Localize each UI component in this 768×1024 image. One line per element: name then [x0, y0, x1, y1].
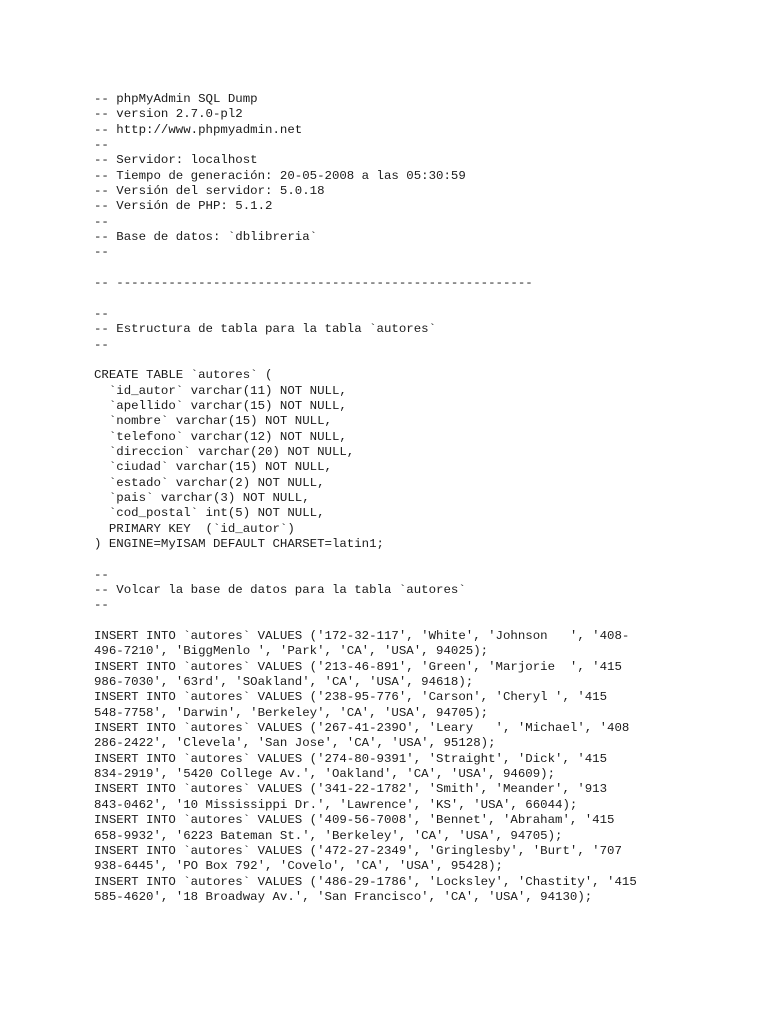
sql-line: INSERT INTO `autores` VALUES ('472-27-2349', 'Gringlesby', 'Burt', '707: [94, 843, 622, 858]
sql-line: -- Versión del servidor: 5.0.18: [94, 184, 325, 199]
sql-line: `id_autor` varchar(11) NOT NULL,: [94, 383, 347, 398]
sql-line: [94, 614, 754, 629]
sql-line: -- phpMyAdmin SQL Dump: [94, 92, 258, 106]
sql-line: -- version 2.7.0-pl2: [94, 107, 243, 122]
sql-line: [94, 261, 754, 276]
sql-line: -- http://www.phpmyadmin.net: [94, 122, 303, 137]
sql-line: --: [94, 567, 109, 582]
sql-line: -- Volcar la base de datos para la tabla `autores`: [94, 583, 466, 597]
sql-line: `pais` varchar(3) NOT NULL,: [94, 490, 310, 505]
sql-line: `ciudad` varchar(15) NOT NULL,: [94, 460, 332, 475]
sql-line: --: [94, 598, 109, 613]
sql-line: 658-9932', '6223 Bateman St.', 'Berkeley', 'CA', 'USA', 94705);: [94, 828, 563, 843]
sql-line: -- Estructura de tabla para la tabla `autores`: [94, 322, 437, 337]
sql-line: 496-7210', 'BiggMenlo ', 'Park', 'CA', 'USA', 94025);: [94, 644, 489, 659]
sql-line: -- Servidor: localhost: [94, 153, 258, 168]
sql-line: --: [94, 337, 109, 352]
sql-line: PRIMARY KEY (`id_autor`): [94, 521, 295, 536]
sql-line: `estado` varchar(2) NOT NULL,: [94, 475, 325, 490]
sql-line: -- Versión de PHP: 5.1.2: [94, 199, 273, 214]
sql-line: --: [94, 214, 109, 229]
sql-line: `apellido` varchar(15) NOT NULL,: [94, 398, 347, 413]
sql-line: INSERT INTO `autores` VALUES ('213-46-891', 'Green', 'Marjorie ', '415: [94, 659, 622, 674]
sql-line: --: [94, 245, 109, 260]
sql-line: INSERT INTO `autores` VALUES ('238-95-776', 'Carson', 'Cheryl ', '415: [94, 690, 608, 705]
sql-line: 286-2422', 'Clevela', 'San Jose', 'CA', 'USA', 95128);: [94, 736, 496, 751]
sql-line: INSERT INTO `autores` VALUES ('267-41-239O', 'Leary ', 'Michael', '408: [94, 721, 630, 736]
sql-line: 843-0462', '10 Mississippi Dr.', 'Lawrence', 'KS', 'USA', 66044);: [94, 797, 578, 812]
sql-line: INSERT INTO `autores` VALUES ('486-29-1786', 'Locksley', 'Chastity', '415: [94, 874, 637, 889]
sql-line: [94, 291, 754, 306]
sql-line: `direccion` varchar(20) NOT NULL,: [94, 444, 355, 459]
sql-line: 548-7758', 'Darwin', 'Berkeley', 'CA', 'USA', 94705);: [94, 705, 489, 720]
sql-line: 986-7030', '63rd', 'SOakland', 'CA', 'USA', 94618);: [94, 675, 474, 690]
sql-line: 585-4620', '18 Broadway Av.', 'San Francisco', 'CA', 'USA', 94130);: [94, 889, 593, 904]
sql-line: INSERT INTO `autores` VALUES ('172-32-117', 'White', 'Johnson ', '408-: [94, 629, 630, 644]
sql-line: `telefono` varchar(12) NOT NULL,: [94, 429, 347, 444]
sql-line: ) ENGINE=MyISAM DEFAULT CHARSET=latin1;: [94, 536, 384, 551]
sql-line: [94, 552, 754, 567]
sql-dump-text: [94, 92, 754, 905]
sql-line: --: [94, 138, 109, 153]
sql-line: INSERT INTO `autores` VALUES ('409-56-7008', 'Bennet', 'Abraham', '415: [94, 813, 615, 828]
sql-line: `cod_postal` int(5) NOT NULL,: [94, 506, 325, 521]
sql-line: CREATE TABLE `autores` (: [94, 368, 273, 383]
sql-line: --: [94, 306, 109, 321]
sql-line: `nombre` varchar(15) NOT NULL,: [94, 414, 332, 429]
sql-line: -- --------------------------------------------------------: [94, 276, 533, 291]
sql-line: INSERT INTO `autores` VALUES ('341-22-1782', 'Smith', 'Meander', '913: [94, 782, 608, 797]
sql-line: 938-6445', 'PO Box 792', 'Covelo', 'CA', 'USA', 95428);: [94, 859, 503, 874]
sql-line: -- Tiempo de generación: 20-05-2008 a las 05:30:59: [94, 168, 466, 183]
sql-line: [94, 353, 754, 368]
sql-line: 834-2919', '5420 College Av.', 'Oakland', 'CA', 'USA', 94609);: [94, 767, 556, 782]
sql-line: INSERT INTO `autores` VALUES ('274-80-9391', 'Straight', 'Dick', '415: [94, 751, 608, 766]
sql-line: -- Base de datos: `dblibreria`: [94, 230, 318, 245]
